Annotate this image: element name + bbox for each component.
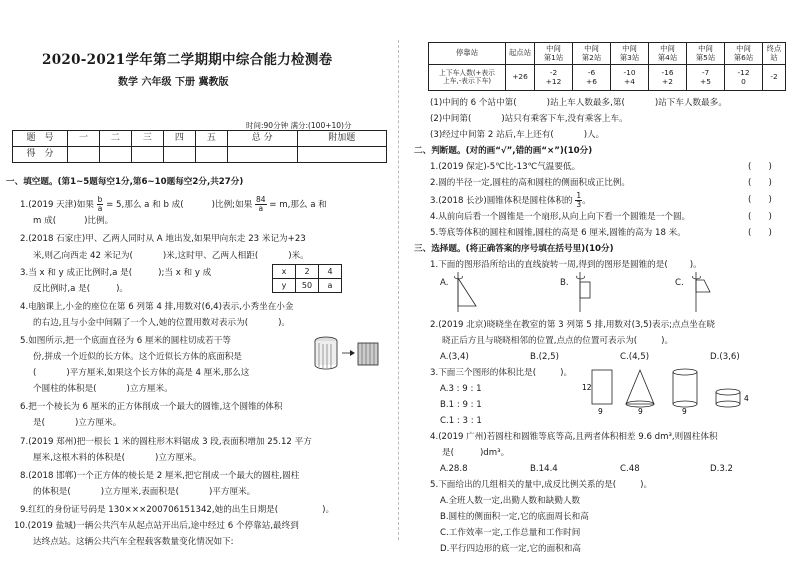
judge-item-3: 3.(2018 长沙)圆锥体积是圆柱体积的 $\frac{1}{3}$ 。 xyxy=(430,191,591,209)
exam-title: 2020-2021学年第二学期期中综合能力检测卷 xyxy=(42,52,333,68)
q5-line3 xyxy=(33,368,249,378)
station-cell: -16 +2 xyxy=(649,65,687,91)
score-cell[interactable] xyxy=(227,147,297,163)
station-header: 中间 第5站 xyxy=(687,43,725,65)
score-cell[interactable] xyxy=(99,147,131,163)
q1-text: )比例;如果 xyxy=(211,200,253,210)
q3-shapes-figure xyxy=(580,364,760,424)
station-header: 中间 第2站 xyxy=(573,43,611,65)
station-header: 中间 第6站 xyxy=(725,43,763,65)
q8-text: )立方厘米,表面积是( xyxy=(100,487,179,497)
score-header: 附加题 xyxy=(297,131,386,147)
judge-answer-4[interactable]: ( ) xyxy=(748,212,772,222)
choice-q4-option-b: B.14.4 xyxy=(530,464,558,474)
q5-cylinder-figure xyxy=(312,335,382,375)
q5-text: )立方厘米。 xyxy=(126,384,173,394)
choice-q1-option-a: A. xyxy=(440,278,449,288)
choice-q3-option-c: C.1 : 3 : 1 xyxy=(440,416,482,426)
label-base: 9 xyxy=(598,407,603,416)
choice-q2-line1: 2.(2019 北京)晓晓坐在教室的第 3 列第 5 排,用数对(3,5)表示;点点坐在晓 xyxy=(430,320,716,330)
q1-text: 1.(2019 天津)如果 xyxy=(20,200,94,210)
q1-fraction xyxy=(255,196,267,213)
choice-q4-option-c: C.48 xyxy=(620,464,640,474)
q1-fraction xyxy=(97,196,104,213)
choice-q3-option-a: A.3 : 9 : 1 xyxy=(440,384,482,394)
q1-text: = m,那么 a 和 xyxy=(269,200,327,210)
q6-text: )立方厘米。 xyxy=(74,418,122,428)
judge-text: 3.(2018 长沙)圆锥体积是圆柱体积的 xyxy=(430,196,573,206)
q6-text: 是( xyxy=(33,418,45,428)
frac-num: b xyxy=(97,195,103,204)
triangle-rotation-icon xyxy=(454,272,484,314)
station-row-label: 上下车人数(+表示 上车,-表示下车) xyxy=(429,65,506,91)
choice-q4-option-d: D.3.2 xyxy=(710,464,734,474)
q2-line1: 2.(2018 石家庄)甲、乙两人同时从 A 地出发,如果甲向东走 23 米记为+23 xyxy=(20,234,306,244)
choice-text: )。 xyxy=(661,336,674,346)
score-header: 总 分 xyxy=(227,131,297,147)
judge-answer-5[interactable]: ( ) xyxy=(748,228,772,238)
q9-text: 9.红红的身份证号码是 130×××200706151342,她的出生日期是( xyxy=(20,505,279,515)
station-cell: -2 +12 xyxy=(535,65,573,91)
choice-q3: 3.下面三个图形的体积比是( )。 xyxy=(430,368,573,378)
q3-text: );当 x 和 y 成 xyxy=(158,268,212,278)
q2-line2 xyxy=(33,251,309,261)
q10-sub-text: )站只有乘客下车,没有乘客上车。 xyxy=(501,114,628,124)
column-divider xyxy=(398,40,399,540)
station-header: 起点站 xyxy=(506,43,535,65)
label-height: 12 xyxy=(582,383,592,392)
xy-cell: 2 xyxy=(296,265,319,279)
station-header: 中间 第1站 xyxy=(535,43,573,65)
frac-num: 84 xyxy=(256,195,266,204)
q10-line2: 达终点站。这辆公共汽车全程载客数量变化情况如下: xyxy=(33,537,234,547)
choice-text: 是( xyxy=(442,448,454,458)
choice-text: 3.下面三个图形的体积比是( xyxy=(430,368,537,378)
exam-info: 时间:90分钟 满分:(100+10)分 xyxy=(246,121,352,130)
score-header: 二 xyxy=(99,131,131,147)
station-cell: -7 +5 xyxy=(687,65,725,91)
q6-line1: 6.把一个棱长为 6 厘米的正方体削成一个最大的圆锥,这个圆锥的体积 xyxy=(20,402,283,412)
score-cell[interactable] xyxy=(68,147,100,163)
q7-line2 xyxy=(33,453,201,463)
station-header: 中间 第4站 xyxy=(649,43,687,65)
q10-line1: 10.(2019 盐城)一辆公共汽车从起点站开出后,途中经过 6 个停靠站,最终到 xyxy=(14,521,299,531)
choice-text: )dm³。 xyxy=(479,448,510,458)
score-cell[interactable] xyxy=(297,147,386,163)
exam-subtitle: 数学 六年级 下册 冀教版 xyxy=(118,77,229,88)
q7-line1: 7.(2019 郑州)把一根长 1 米的圆柱形木料锯成 3 段,表面积增加 25.12 平方 xyxy=(20,437,312,447)
choice-q4-option-a: A.28.8 xyxy=(440,464,468,474)
q10-sub-text: (2)中间第( xyxy=(430,114,472,124)
label-height: 4 xyxy=(744,394,749,403)
score-cell[interactable] xyxy=(131,147,163,163)
score-header: 四 xyxy=(163,131,195,147)
judge-item-5: 5.等底等体积的圆柱和圆锥,圆柱的高是 6 厘米,圆锥的高为 18 米。 xyxy=(430,228,686,238)
choice-q2-option-d: D.(3,6) xyxy=(710,352,740,362)
q6-line2 xyxy=(33,418,121,428)
frac-num: 1 xyxy=(576,191,582,200)
choice-text: 1.下面的图形沿所给出的直线旋转一周,得到的图形是圆锥的是( xyxy=(430,260,668,270)
q2-text: )米。 xyxy=(288,251,309,261)
q8-line2 xyxy=(33,487,255,497)
q5-text: 个圆柱的体积是( xyxy=(33,384,97,394)
xy-cell: y xyxy=(273,279,296,293)
q3-line1 xyxy=(20,268,211,278)
judge-item-2: 2.圆的半径一定,圆柱的高和圆柱的侧面积成正比例。 xyxy=(430,178,630,188)
q2-text: )米,这时甲、乙两人相距( xyxy=(162,251,259,261)
score-header: 一 xyxy=(68,131,100,147)
q3-text: )。 xyxy=(116,284,129,294)
xy-cell: 4 xyxy=(319,265,342,279)
station-cell: -2 xyxy=(763,65,786,91)
q9-line xyxy=(20,505,334,515)
q7-text: )立方厘米。 xyxy=(155,453,202,463)
q5-text: ( xyxy=(33,368,37,378)
q5-line1: 5.如图所示,把一个底面直径为 6 厘米的圆柱切成若干等 xyxy=(20,336,231,346)
section2-heading: 二、判断题。(对的画“√”,错的画“×”)(10分) xyxy=(414,146,593,156)
choice-q5-option-a: A.全班人数一定,出勤人数和缺勤人数 xyxy=(440,496,581,506)
choice-q5-option-d: D.平行四边形的底一定,它的面积和高 xyxy=(440,544,581,554)
q8-line1: 8.(2018 邯郸)一个正方体的棱长是 2 厘米,把它削成一个最大的圆柱,圆柱 xyxy=(20,471,300,481)
trapezoid-rotation-icon xyxy=(690,272,720,314)
xy-cell: 50 xyxy=(296,279,319,293)
score-header: 五 xyxy=(195,131,227,147)
q3-text: 3.当 x 和 y 成正比例时,a 是( xyxy=(20,268,133,278)
score-row-label: 得 分 xyxy=(13,147,68,163)
q4-line1: 4.电脑课上,小金的座位在第 6 列第 4 排,用数对(6,4)表示,小秀坐在小金 xyxy=(20,302,294,312)
xy-cell: a xyxy=(319,279,342,293)
station-cell: -12 0 xyxy=(725,65,763,91)
choice-q4-line1: 4.(2019 广州)若圆柱和圆锥等底等高,且两者体积相差 9.6 dm³,则圆柱体积 xyxy=(430,432,718,442)
choice-q1-option-b: B. xyxy=(560,278,569,288)
q10-sub2 xyxy=(430,114,628,124)
q2-text: 米,则乙向西走 42 米记为( xyxy=(33,251,133,261)
score-cell[interactable] xyxy=(163,147,195,163)
q8-text: 的体积是( xyxy=(33,487,71,497)
judge-answer-1[interactable]: ( ) xyxy=(748,162,772,172)
label-base: 9 xyxy=(638,407,643,416)
q1-text: )比例。 xyxy=(84,216,114,226)
rectangle-rotation-icon xyxy=(574,272,604,314)
choice-q5: 5.下面给出的几组相关的量中,成反比例关系的是( )。 xyxy=(430,480,653,490)
q1-text: = 5,那么 a 和 b 成( xyxy=(106,200,184,210)
q9-text: )。 xyxy=(322,505,335,515)
q5-text: )平方厘米,如果这个长方体的高是 4 厘米,那么这 xyxy=(66,368,250,378)
choice-q5-option-b: B.圆柱的侧面积一定,它的底面周长和高 xyxy=(440,512,589,522)
q10-sub-text: )站下车人数最多。 xyxy=(654,98,727,108)
q10-sub-text: (1)中间的 6 个站中第( xyxy=(430,98,517,108)
q4-line2 xyxy=(33,318,290,328)
section3-heading: 三、选择题。(将正确答案的序号填在括号里)(10分) xyxy=(414,244,614,254)
station-cell: +26 xyxy=(506,65,535,91)
q3-line2 xyxy=(33,284,128,294)
q4-text: 的右边,且与小金中间隔了一个人,她的位置用数对表示为( xyxy=(33,318,249,328)
judge-item-1: 1.(2019 保定)-5℃比-13℃气温要低。 xyxy=(430,162,581,172)
choice-q2-option-a: A.(3,4) xyxy=(440,352,469,362)
choice-text: 5.下面给出的几组相关的量中,成反比例关系的是( xyxy=(430,480,617,490)
q10-sub1 xyxy=(430,98,727,108)
station-header: 中间 第3站 xyxy=(611,43,649,65)
choice-q1: 1.下面的图形沿所给出的直线旋转一周,得到的图形是圆锥的是( )。 xyxy=(430,260,702,270)
section1-heading: 一、填空题。(第1~5题每空1分,第6~10题每空2分,共27分) xyxy=(6,177,244,187)
q1-text: m 成( xyxy=(33,216,57,226)
q3-xy-table xyxy=(272,264,342,293)
q10-sub3 xyxy=(430,130,604,140)
judge-answer-3[interactable]: ( ) xyxy=(748,195,772,205)
choice-q2-option-c: C.(4,5) xyxy=(620,352,650,362)
q10-sub-text: )站上车人数最多,第( xyxy=(546,98,625,108)
frac-den: 3 xyxy=(576,200,582,209)
choice-q2-option-b: B.(2,5) xyxy=(530,352,559,362)
score-header: 三 xyxy=(131,131,163,147)
q7-text: 厘米,这根木料的体积是( xyxy=(33,453,126,463)
score-table xyxy=(12,130,387,163)
judge-answer-2[interactable]: ( ) xyxy=(748,178,772,188)
choice-q1-option-c: C. xyxy=(675,278,684,288)
q1-line2 xyxy=(33,216,113,226)
choice-q3-option-b: B.1 : 9 : 1 xyxy=(440,400,482,410)
station-table xyxy=(428,42,786,91)
q4-text: )。 xyxy=(278,318,291,328)
q10-sub-text: )人。 xyxy=(583,130,605,140)
q8-text: )平方厘米。 xyxy=(208,487,256,497)
label-base: 9 xyxy=(682,407,687,416)
frac-den: a xyxy=(258,204,264,213)
q10-sub-text: (3)经过中间第 2 站后,车上还有( xyxy=(430,130,554,140)
choice-q4-line2 xyxy=(442,448,509,458)
score-header: 题 号 xyxy=(13,131,68,147)
q5-line2: 份,拼成一个近似的长方体。这个近似长方体的底面积是 xyxy=(33,352,242,362)
choice-q2-line2 xyxy=(442,336,673,346)
choice-text: 晓正后方且与晓晓相邻的位置,点点的位置可表示为( xyxy=(442,336,638,346)
score-cell[interactable] xyxy=(195,147,227,163)
q3-text: 反比例时,a 是( xyxy=(33,284,91,294)
q1-line1 xyxy=(20,196,327,213)
station-cell: -10 +4 xyxy=(611,65,649,91)
station-header: 终点 站 xyxy=(763,43,786,65)
frac-den: a xyxy=(97,204,103,213)
judge-item-4: 4.从前向后看一个圆锥是一个扇形,从向上向下看一个圆锥是一个圆。 xyxy=(430,212,691,222)
station-cell: -6 +6 xyxy=(573,65,611,91)
q5-line4 xyxy=(33,384,173,394)
xy-cell: x xyxy=(273,265,296,279)
choice-q5-option-c: C.工作效率一定,工作总量和工作时间 xyxy=(440,528,581,538)
station-header: 停靠站 xyxy=(429,43,506,65)
